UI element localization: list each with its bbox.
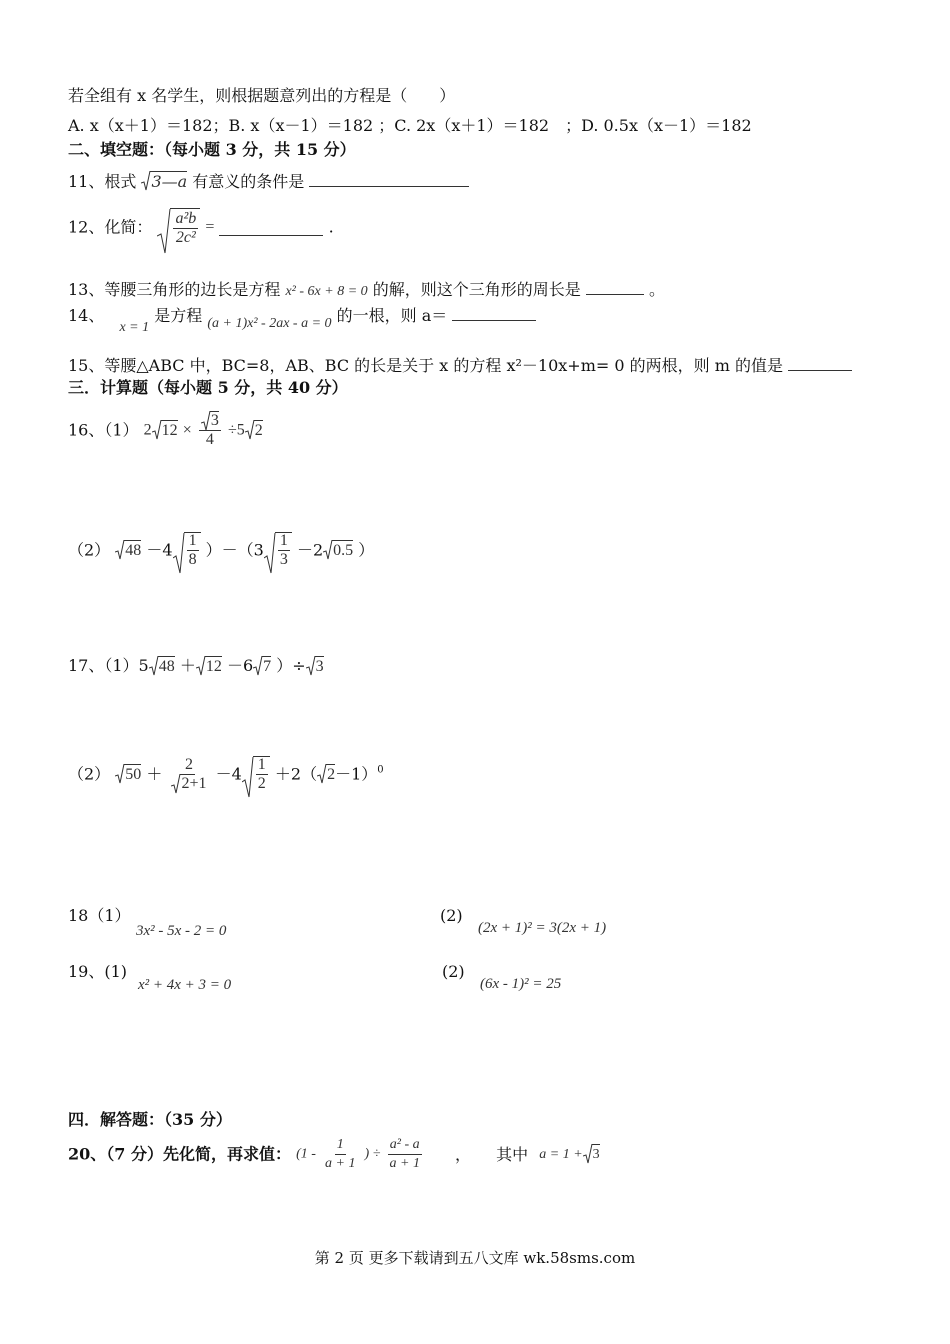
q17-2-radicand-a: 50 <box>125 765 142 783</box>
q17-2-minus4: －4 <box>215 764 242 784</box>
q20 <box>68 1136 600 1182</box>
q17-2-sqrt-frac <box>242 756 270 793</box>
q17-2-frac-den-tail: +1 <box>189 775 207 792</box>
q12-answer-blank[interactable] <box>219 219 323 236</box>
q11-answer-blank[interactable] <box>309 170 469 187</box>
section4-heading: 四．解答题：（35 分） <box>68 1110 232 1129</box>
q17-2-label: （2） <box>68 764 111 784</box>
q20-open: (1 - <box>296 1146 316 1162</box>
q15-text: 15、等腰△ABC 中，BC=8，AB、BC 的长是关于 x 的方程 x²－10x+m= 0 的两根，则 m 的值是 <box>68 356 783 375</box>
q17-2-sqrt-a <box>115 765 141 785</box>
q12-numerator: a²b <box>175 210 197 227</box>
q18-2-label: (2) <box>440 906 463 925</box>
q16-2-sqrt-frac <box>173 532 201 569</box>
q11-sqrt <box>141 172 187 193</box>
section3-heading: 三．计算题（每小题 5 分，共 40 分） <box>68 378 348 397</box>
q17-1-label: 17、（1）5 <box>68 656 149 675</box>
q17-1-radicand-a: 48 <box>158 658 175 675</box>
q17-2-frac2-den: 2 <box>257 775 266 792</box>
q11 <box>68 170 469 193</box>
q14-suffix: 的一根，则 a＝ <box>336 306 448 325</box>
q18-1-label: 18（1） <box>68 906 131 925</box>
q14-mid: 是方程 <box>154 306 203 325</box>
q16-2 <box>68 532 374 580</box>
q17-2-frac-num: 2 <box>185 756 193 773</box>
q17-1 <box>68 656 324 677</box>
q16-2-frac2-den: 3 <box>279 551 288 568</box>
q16-1 <box>68 412 263 452</box>
q20-fraction-2 <box>388 1136 422 1173</box>
q10-options: A. x（x＋1）＝182；B. x（x－1）＝182 ；C. 2x（x＋1）＝182 ；D. 0.5x（x－1）＝182 <box>68 116 752 135</box>
q16-1-frac-num: 3 <box>210 412 219 429</box>
q11-prefix: 11、根式 <box>68 172 137 191</box>
q11-suffix: 有意义的条件是 <box>192 172 305 191</box>
q13-equation: x² - 6x + 8 = 0 <box>285 284 368 299</box>
q19-2-equation: (6x - 1)² = 25 <box>480 976 562 992</box>
q16-2-mid: ）－（3 <box>205 540 264 560</box>
q16-1-radicand-b: 2 <box>254 421 263 439</box>
q17-2-fraction <box>169 756 208 793</box>
q10-stem: 若全组有 x 名学生，则根据题意列出的方程是（ ） <box>68 86 456 105</box>
q17-1-plus: ＋ <box>179 656 196 675</box>
q14-prefix: 14、 <box>68 306 105 325</box>
q17-1-div: ）÷ <box>276 656 306 675</box>
q17-1-radicand-d: 3 <box>315 658 324 675</box>
q20-f1-den: a + 1 <box>325 1156 356 1171</box>
q16-2-frac-num: 1 <box>188 532 197 549</box>
q16-2-minus4: －4 <box>146 540 173 560</box>
q16-1-radicand-a: 12 <box>161 421 178 439</box>
q16-1-fraction <box>199 412 221 449</box>
q13 <box>68 278 665 302</box>
q16-1-times: × <box>182 421 192 439</box>
q12 <box>68 208 334 258</box>
q11-radicand: 3—a <box>151 172 188 191</box>
q17-2-exponent: 0 <box>377 764 384 776</box>
q17-1-sqrt-c <box>253 657 271 677</box>
q20-condition-radicand: 3 <box>592 1146 600 1162</box>
q17-1-sqrt-a <box>149 657 175 677</box>
q16-2-frac2-num: 1 <box>279 532 288 549</box>
q16-1-coef: 2 <box>143 421 152 439</box>
q17-2-sqrt-b <box>317 765 335 785</box>
q20-f2-num: a² - a <box>388 1136 422 1155</box>
q16-2-sqrt-a <box>115 541 141 561</box>
q16-1-div: ÷5 <box>227 421 245 439</box>
q16-2-radicand-b: 0.5 <box>333 541 354 559</box>
q17-1-sqrt-b <box>196 657 222 677</box>
q20-condition: a = 1 + <box>539 1146 583 1162</box>
q16-1-sqrt-a <box>152 421 178 441</box>
q13-end: 。 <box>648 280 665 299</box>
q17-2-frac-den-radicand: 2 <box>181 775 190 792</box>
q20-f1-num: 1 <box>335 1136 346 1155</box>
q16-2-label: （2） <box>68 540 111 560</box>
q17-2-plus2: ＋2（ <box>274 764 318 784</box>
q17-2-end: －1） <box>335 764 378 784</box>
q13-prefix: 13、等腰三角形的边长是方程 <box>68 280 281 299</box>
q19-1-equation: x² + 4x + 3 = 0 <box>138 977 232 993</box>
q20-comma: ， <box>455 1144 472 1164</box>
q15 <box>68 354 852 376</box>
q17-2-plus: ＋ <box>146 764 163 784</box>
q16-1-frac-den: 4 <box>205 431 214 448</box>
q18-1-equation: 3x² - 5x - 2 = 0 <box>136 923 227 939</box>
q17-2 <box>68 756 384 804</box>
q20-condition-sqrt <box>583 1145 600 1165</box>
q12-sqrt <box>157 208 200 247</box>
q20-fraction-1 <box>323 1136 357 1173</box>
q12-denominator: 2c² <box>175 229 196 246</box>
section2-heading: 二、填空题：（每小题 3 分，共 15 分） <box>68 140 356 159</box>
q19-2-label: (2) <box>442 962 465 981</box>
q14-answer-blank[interactable] <box>452 304 536 321</box>
q16-2-frac-den: 8 <box>188 551 197 568</box>
q20-div: ) ÷ <box>364 1146 381 1162</box>
q15-answer-blank[interactable] <box>788 354 852 371</box>
q14-equation: (a + 1)x² - 2ax - a = 0 <box>207 316 332 331</box>
q16-2-sqrt-b <box>323 541 353 561</box>
q12-end: . <box>328 217 334 237</box>
q13-answer-blank[interactable] <box>586 278 644 295</box>
q17-1-minus6: －6 <box>226 656 254 675</box>
q16-2-end: ） <box>358 540 375 560</box>
page-footer: 第 2 页 更多下载请到五八文库 wk.58sms.com <box>314 1249 636 1267</box>
q20-label: 20、（7 分）先化简，再求值： <box>68 1144 291 1164</box>
q12-equals: = <box>205 218 215 236</box>
q17-2-radicand-b: 2 <box>327 765 336 783</box>
q16-2-sqrt-frac2 <box>264 532 292 569</box>
q16-1-sqrt-b <box>245 421 263 441</box>
q17-1-radicand-b: 12 <box>205 658 222 675</box>
q16-2-radicand-a: 48 <box>125 541 142 559</box>
q20-where: 其中 <box>496 1144 529 1164</box>
q13-suffix: 的解，则这个三角形的周长是 <box>372 280 581 299</box>
q16-2-minus2: －2 <box>296 540 324 560</box>
q16-1-label: 16、（1） <box>68 420 139 440</box>
q20-f2-den: a + 1 <box>389 1156 420 1171</box>
q19-1-label: 19、(1) <box>68 962 128 981</box>
q14 <box>68 304 536 334</box>
q18-2-equation: (2x + 1)² = 3(2x + 1) <box>478 920 607 936</box>
q12-prefix: 12、化简： <box>68 217 153 237</box>
q17-1-sqrt-d <box>306 657 324 677</box>
q17-2-frac2-num: 1 <box>257 756 266 773</box>
q14-x-value: x = 1 <box>119 320 150 335</box>
q17-1-radicand-c: 7 <box>263 658 272 675</box>
